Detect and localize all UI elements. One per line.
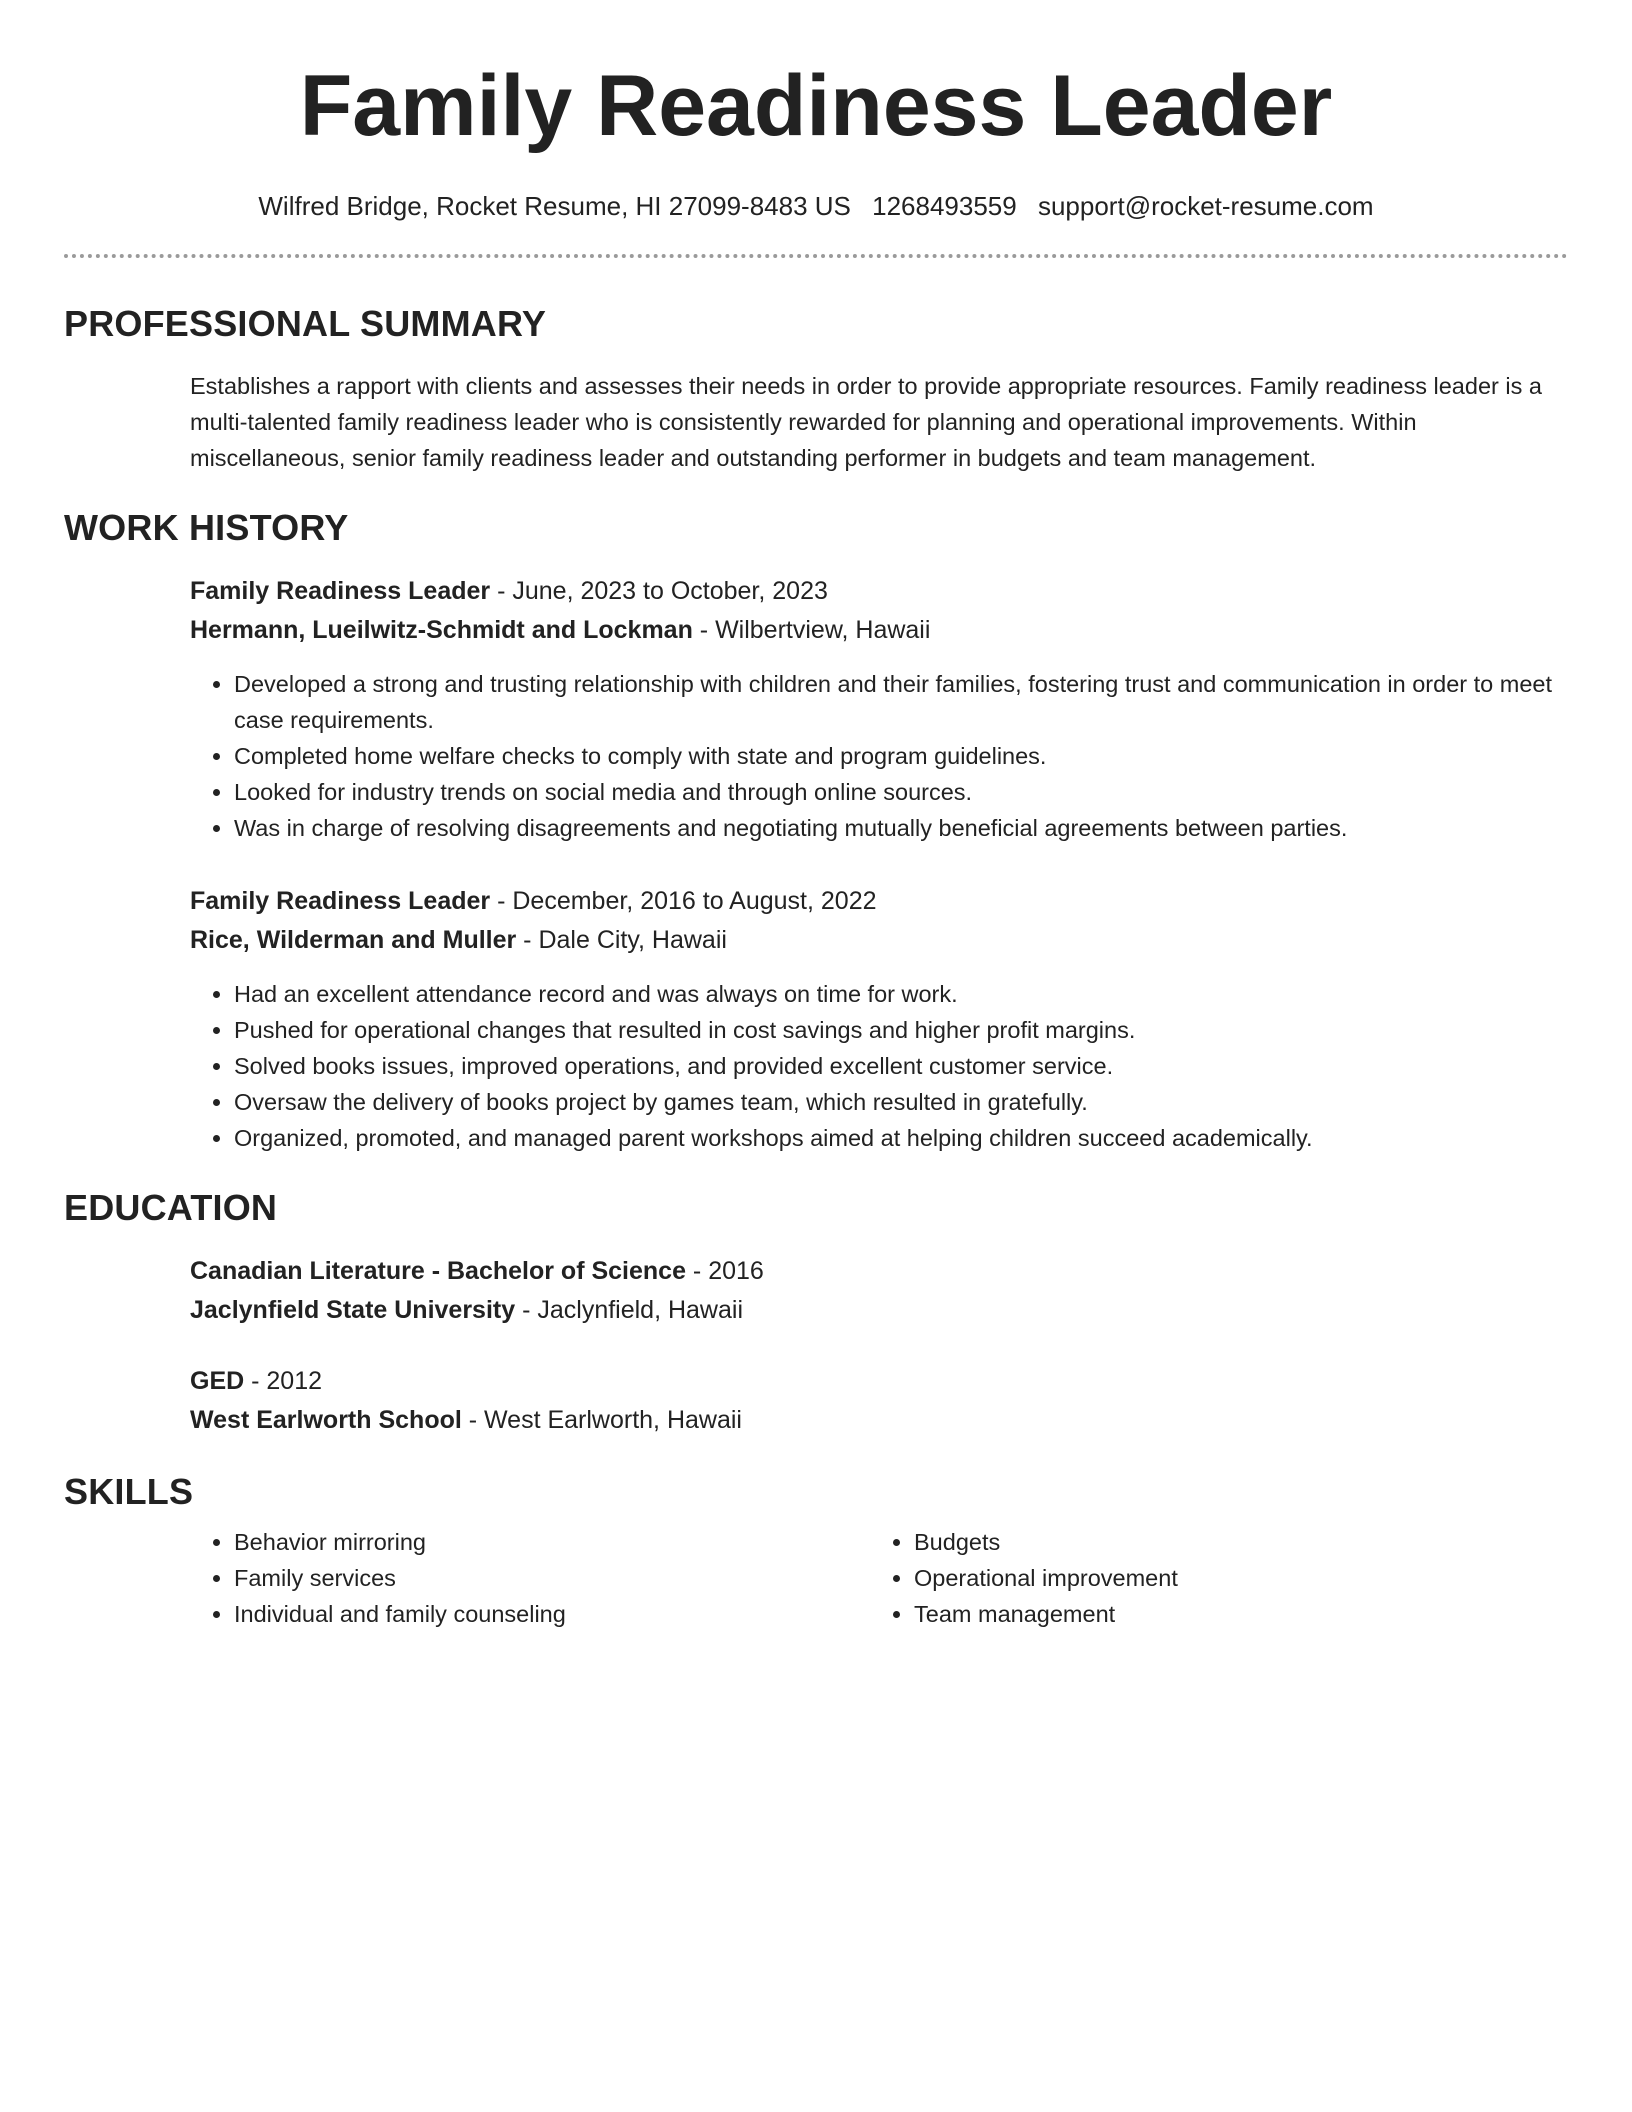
list-item: • Oversaw the delivery of books project by games team, which resulted in gratefully.: [234, 1084, 1568, 1120]
job-location: - Wilbertview, Hawaii: [692, 616, 931, 644]
list-item: • Developed a strong and trusting relationship with children and their families, fostering trust and communication in order to meet case requirements.: [234, 666, 1568, 738]
contact-address: Wilfred Bridge, Rocket Resume, HI 27099-8483 US: [258, 191, 851, 221]
section-work-history: [64, 506, 1568, 1156]
job-entry: [190, 882, 1568, 1156]
skills-columns: [64, 1524, 1568, 1632]
skill-item: • Family services: [234, 1560, 870, 1596]
education-year: - 2012: [244, 1367, 323, 1395]
skill-item: • Budgets: [914, 1524, 1550, 1560]
job-company: Rice, Wilderman and Muller: [190, 926, 517, 954]
education-degree-line: [190, 1362, 1568, 1401]
job-title-line: [190, 882, 1568, 921]
job-dates: - December, 2016 to August, 2022: [490, 887, 877, 915]
contact-email: support@rocket-resume.com: [1037, 191, 1374, 221]
job-role: Family Readiness Leader: [190, 577, 491, 605]
skill-item: • Behavior mirroring: [234, 1524, 870, 1560]
section-title-education: EDUCATION: [64, 1187, 278, 1228]
header-divider: [64, 254, 1568, 258]
education-entry: [190, 1252, 1568, 1330]
job-bullets: [190, 666, 1568, 846]
job-location: - Dale City, Hawaii: [516, 926, 727, 954]
education-degree: GED: [190, 1367, 245, 1395]
job-role: Family Readiness Leader: [190, 887, 491, 915]
contact-phone: 1268493559: [872, 191, 1017, 221]
skills-column-right: [870, 1524, 1550, 1632]
skills-column-left: [190, 1524, 870, 1632]
resume-header: [64, 0, 1568, 258]
education-location: - West Earlworth, Hawaii: [461, 1406, 742, 1434]
job-entry: [190, 572, 1568, 846]
section-title-skills: SKILLS: [64, 1471, 194, 1512]
job-company-line: [190, 921, 1568, 960]
education-school-line: [190, 1291, 1568, 1330]
education-entry: [190, 1362, 1568, 1440]
list-item: • Solved books issues, improved operations, and provided excellent customer service.: [234, 1048, 1568, 1084]
job-title-line: [190, 572, 1568, 611]
education-degree: Canadian Literature - Bachelor of Science: [190, 1257, 686, 1285]
education-degree-line: [190, 1252, 1568, 1291]
section-education: [64, 1186, 1568, 1440]
section-skills: [64, 1470, 1568, 1632]
skill-item: • Individual and family counseling: [234, 1596, 870, 1632]
list-item: • Organized, promoted, and managed parent workshops aimed at helping children succeed academically.: [234, 1120, 1568, 1156]
section-title-work: WORK HISTORY: [64, 507, 349, 548]
skill-item: • Team management: [914, 1596, 1550, 1632]
education-year: - 2016: [685, 1257, 764, 1285]
summary-text: Establishes a rapport with clients and assesses their needs in order to provide appropriate resources. Family readiness leader is a multi-talented family readiness leader who is consistently rewarded for planning and operational improvements. Within miscellaneous, senior family readiness leader and outstanding performer in budgets and team management.: [190, 373, 1542, 471]
job-company-line: [190, 611, 1568, 650]
list-item: • Had an excellent attendance record and was always on time for work.: [234, 976, 1568, 1012]
education-location: - Jaclynfield, Hawaii: [515, 1296, 743, 1324]
list-item: • Looked for industry trends on social media and through online sources.: [234, 774, 1568, 810]
job-dates: - June, 2023 to October, 2023: [490, 577, 828, 605]
education-school: West Earlworth School: [190, 1406, 462, 1434]
skill-item: • Operational improvement: [914, 1560, 1550, 1596]
list-item: • Was in charge of resolving disagreements and negotiating mutually beneficial agreements between parties.: [234, 810, 1568, 846]
job-bullets: [190, 976, 1568, 1156]
list-item: • Completed home welfare checks to comply with state and program guidelines.: [234, 738, 1568, 774]
education-school-line: [190, 1401, 1568, 1440]
candidate-name: Family Readiness Leader: [299, 58, 1333, 154]
contact-line: [64, 190, 1568, 222]
education-school: Jaclynfield State University: [190, 1296, 516, 1324]
section-professional-summary: [64, 302, 1568, 476]
section-title-summary: PROFESSIONAL SUMMARY: [64, 303, 547, 344]
list-item: • Pushed for operational changes that resulted in cost savings and higher profit margins.: [234, 1012, 1568, 1048]
job-company: Hermann, Lueilwitz-Schmidt and Lockman: [190, 616, 693, 644]
